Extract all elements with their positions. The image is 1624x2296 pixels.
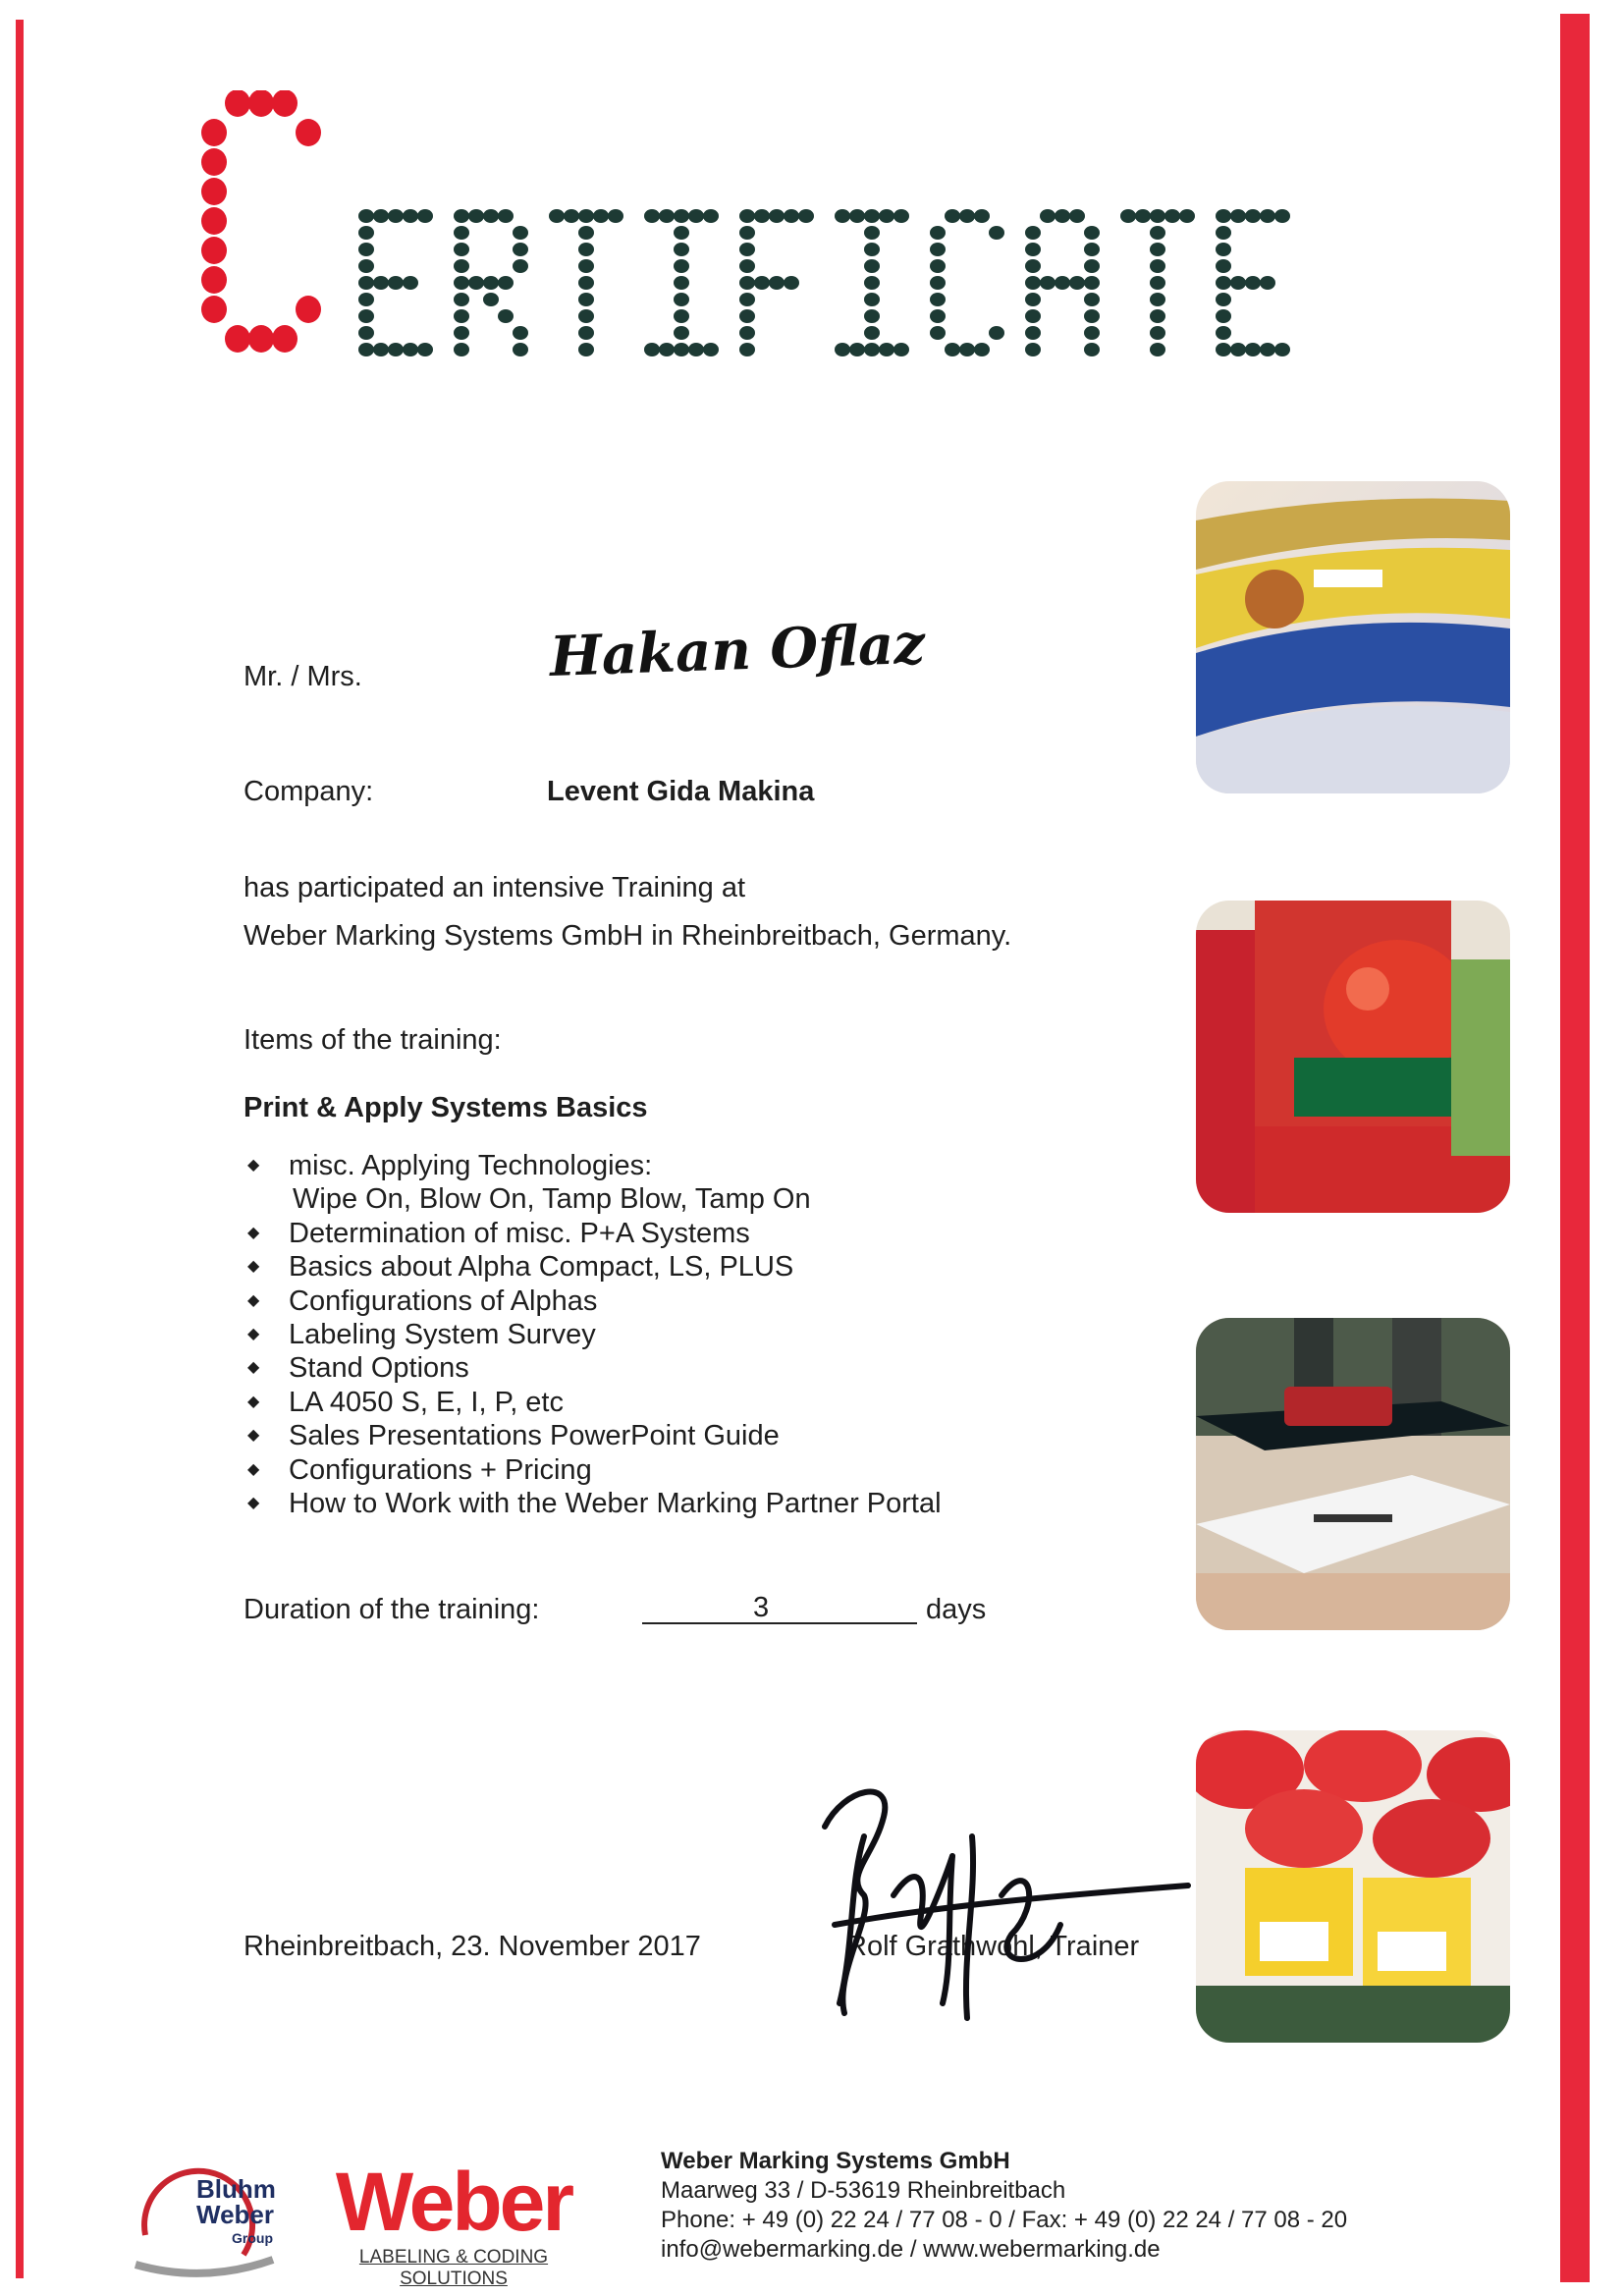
- title-dot: [1216, 309, 1231, 323]
- title-dot: [1150, 326, 1165, 340]
- title-dot: [468, 209, 484, 223]
- title-dot: [1274, 209, 1290, 223]
- title-dot: [272, 325, 298, 353]
- title-dot: [1216, 293, 1231, 306]
- title-dot: [468, 276, 484, 290]
- bullet-icon: ◆: [247, 1393, 260, 1410]
- bullet-icon: ◆: [247, 1224, 260, 1241]
- title-dot: [388, 276, 404, 290]
- title-dot: [959, 209, 975, 223]
- list-item: ◆ Labeling System Survey: [247, 1319, 596, 1351]
- title-dot: [835, 343, 850, 356]
- duration-unit: days: [926, 1594, 987, 1625]
- title-dot: [1084, 243, 1100, 256]
- title-dot: [1216, 243, 1231, 256]
- title-dot: [1025, 309, 1041, 323]
- title-dot: [498, 209, 514, 223]
- title-dot: [358, 259, 374, 273]
- title-dot: [513, 226, 528, 240]
- title-dot: [835, 209, 850, 223]
- title-dot: [864, 293, 880, 306]
- title-dot: [739, 226, 755, 240]
- photo-tomato-trays: [1196, 1730, 1510, 2043]
- title-dot: [1230, 276, 1246, 290]
- title-dot: [674, 326, 689, 340]
- photo-printer-labels: [1196, 1318, 1510, 1630]
- title-dot: [1040, 276, 1056, 290]
- title-dot: [1150, 276, 1165, 290]
- title-dot: [454, 293, 469, 306]
- title-dot: [388, 209, 404, 223]
- title-dot: [578, 226, 594, 240]
- weber-logo-text: Weber: [335, 2156, 572, 2248]
- title-dot: [248, 325, 274, 353]
- list-item: ◆ Stand Options: [247, 1352, 469, 1385]
- title-dot: [739, 209, 755, 223]
- duration-label: Duration of the training:: [244, 1594, 540, 1625]
- title-dot: [849, 209, 865, 223]
- title-dot: [1245, 276, 1261, 290]
- title-dot: [578, 309, 594, 323]
- title-dot: [358, 226, 374, 240]
- list-item: ◆ misc. Applying Technologies: Wipe On, Blow On, Tamp Blow, Tamp On: [244, 1149, 942, 1217]
- title-dot: [358, 326, 374, 340]
- trainer-name: Rolf Grathwohl, Trainer: [846, 1931, 1140, 1962]
- title-dot: [864, 343, 880, 356]
- title-dot: [1084, 226, 1100, 240]
- title-dot: [739, 309, 755, 323]
- list-item: ◆ Basics about Alpha Compact, LS, PLUS: [247, 1251, 794, 1284]
- title-dot: [879, 343, 894, 356]
- title-dot: [703, 209, 719, 223]
- title-dot: [358, 209, 374, 223]
- title-dot: [864, 209, 880, 223]
- title-dot: [849, 343, 865, 356]
- title-dot: [1069, 209, 1085, 223]
- title-dot: [1055, 209, 1070, 223]
- title-dot: [688, 209, 704, 223]
- title-dot: [373, 276, 389, 290]
- weber-logo-tagline: LABELING & CODING SOLUTIONS: [358, 2247, 549, 2289]
- group-text: Group: [232, 2230, 273, 2246]
- title-dot: [296, 119, 321, 146]
- company-name: Levent Gida Makina: [547, 776, 815, 807]
- title-dot: [483, 293, 499, 306]
- title-dot: [1040, 209, 1056, 223]
- title-dot: [578, 343, 594, 356]
- title-dot: [513, 243, 528, 256]
- title-dot: [674, 243, 689, 256]
- right-border: [1560, 14, 1590, 2282]
- training-items-list: [244, 1149, 942, 1520]
- title-dot: [945, 209, 960, 223]
- title-dot: [417, 343, 433, 356]
- title-dot: [1230, 343, 1246, 356]
- title-dot: [864, 326, 880, 340]
- title-dot: [1120, 209, 1136, 223]
- title-dot: [225, 90, 250, 117]
- title-dot: [989, 226, 1004, 240]
- bullet-icon: ◆: [247, 1326, 260, 1343]
- title-dot: [417, 209, 433, 223]
- title-dot: [739, 243, 755, 256]
- title-dot: [1245, 209, 1261, 223]
- title-dot: [454, 309, 469, 323]
- title-dot: [769, 209, 785, 223]
- bullet-icon: ◆: [247, 1359, 260, 1377]
- bluhm-text: Bluhm: [196, 2174, 276, 2204]
- bullet-icon: ◆: [247, 1495, 260, 1512]
- title-dot: [1025, 343, 1041, 356]
- title-dot: [893, 209, 909, 223]
- title-dot: [1164, 209, 1180, 223]
- title-dot: [864, 243, 880, 256]
- certificate-title: [201, 90, 1438, 365]
- photo-soup-cups: [1196, 901, 1510, 1213]
- title-dot: [864, 309, 880, 323]
- title-dot: [201, 296, 227, 323]
- title-dot: [358, 293, 374, 306]
- title-dot: [454, 259, 469, 273]
- bullet-icon: ◆: [247, 1258, 260, 1276]
- title-dot: [296, 296, 321, 323]
- title-dot: [483, 209, 499, 223]
- title-dot: [358, 276, 374, 290]
- footer-company: Weber Marking Systems GmbH: [661, 2148, 1010, 2174]
- bullet-icon: ◆: [247, 1427, 260, 1445]
- title-dot: [674, 343, 689, 356]
- title-dot: [1216, 209, 1231, 223]
- title-dot: [1179, 209, 1195, 223]
- duration-value: 3: [753, 1592, 770, 1623]
- title-dot: [388, 343, 404, 356]
- title-dot: [739, 293, 755, 306]
- title-dot: [513, 326, 528, 340]
- recipient-label: Mr. / Mrs.: [244, 661, 362, 692]
- title-dot: [578, 276, 594, 290]
- company-label: Company:: [244, 776, 374, 807]
- title-dot: [1025, 226, 1041, 240]
- title-dot: [930, 276, 946, 290]
- title-dot: [674, 309, 689, 323]
- course-title: Print & Apply Systems Basics: [244, 1092, 648, 1123]
- title-dot: [1260, 276, 1275, 290]
- title-dot: [1150, 259, 1165, 273]
- title-dot: [578, 259, 594, 273]
- title-dot: [703, 343, 719, 356]
- footer-web: info@webermarking.de / www.webermarking.de: [661, 2236, 1161, 2263]
- list-item: ◆ Sales Presentations PowerPoint Guide: [247, 1420, 780, 1452]
- title-dot: [1025, 276, 1041, 290]
- title-dot: [930, 293, 946, 306]
- title-dot: [454, 276, 469, 290]
- title-dot: [403, 209, 418, 223]
- footer-phone: Phone: + 49 (0) 22 24 / 77 08 - 0 / Fax: + 49 (0) 22 24 / 77 08 - 20: [661, 2207, 1348, 2233]
- list-item: ◆ Configurations + Pricing: [247, 1453, 592, 1486]
- title-dot: [225, 325, 250, 353]
- title-dot: [644, 209, 660, 223]
- title-dot: [879, 209, 894, 223]
- title-dot: [248, 90, 274, 117]
- weber-text: Weber: [196, 2200, 274, 2229]
- title-dot: [1069, 276, 1085, 290]
- bullet-icon: ◆: [247, 1157, 260, 1174]
- title-dot: [1025, 293, 1041, 306]
- title-dot: [1216, 276, 1231, 290]
- title-dot: [864, 259, 880, 273]
- place-date: Rheinbreitbach, 23. November 2017: [244, 1931, 701, 1962]
- title-dot: [578, 243, 594, 256]
- bluhm-weber-group-logo: [126, 2157, 283, 2284]
- title-dot: [498, 276, 514, 290]
- title-dot: [1216, 343, 1231, 356]
- list-item: ◆ Configurations of Alphas: [247, 1285, 598, 1317]
- title-dot: [358, 309, 374, 323]
- photo-label-rolls: [1196, 481, 1510, 793]
- title-dot: [930, 243, 946, 256]
- title-dot: [945, 343, 960, 356]
- title-dot: [1025, 243, 1041, 256]
- title-dot: [454, 209, 469, 223]
- title-dot: [498, 309, 514, 323]
- title-dot: [201, 148, 227, 176]
- title-dot: [1150, 226, 1165, 240]
- title-dot: [754, 209, 770, 223]
- title-dot: [644, 343, 660, 356]
- title-dot: [784, 276, 799, 290]
- title-dot: [1245, 343, 1261, 356]
- title-dot: [989, 326, 1004, 340]
- title-dot: [403, 276, 418, 290]
- list-item: ◆ LA 4050 S, E, I, P, etc: [247, 1386, 564, 1418]
- title-dot: [930, 326, 946, 340]
- title-dot: [688, 343, 704, 356]
- title-dot: [1084, 309, 1100, 323]
- title-dot: [513, 259, 528, 273]
- title-dot: [1230, 209, 1246, 223]
- title-dot: [930, 226, 946, 240]
- title-dot: [974, 209, 990, 223]
- title-dot: [454, 243, 469, 256]
- title-dot: [798, 209, 814, 223]
- title-dot: [754, 276, 770, 290]
- title-dot: [201, 266, 227, 294]
- title-dot: [1150, 293, 1165, 306]
- duration-underline: [642, 1622, 917, 1624]
- title-dot: [578, 209, 594, 223]
- title-dot: [513, 343, 528, 356]
- recipient-name: Hakan Oflaz: [548, 611, 926, 689]
- weber-logo: [316, 2156, 591, 2290]
- title-dot: [739, 326, 755, 340]
- bullet-icon: ◆: [247, 1291, 260, 1309]
- footer-street: Maarweg 33 / D-53619 Rheinbreitbach: [661, 2177, 1066, 2204]
- title-dot: [930, 309, 946, 323]
- title-dot: [1150, 309, 1165, 323]
- title-dot: [373, 209, 389, 223]
- title-dot-letters: [201, 90, 1438, 365]
- title-dot: [659, 209, 675, 223]
- title-dot: [784, 209, 799, 223]
- title-dot: [1084, 259, 1100, 273]
- title-dot: [578, 326, 594, 340]
- title-dot: [593, 209, 609, 223]
- intro-line-2: Weber Marking Systems GmbH in Rheinbreitbach, Germany.: [244, 920, 1012, 952]
- title-dot: [893, 343, 909, 356]
- title-dot: [608, 209, 623, 223]
- title-dot: [201, 119, 227, 146]
- title-dot: [373, 343, 389, 356]
- title-dot: [930, 259, 946, 273]
- title-dot: [454, 226, 469, 240]
- items-label: Items of the training:: [244, 1024, 502, 1056]
- title-dot: [201, 178, 227, 205]
- title-dot: [201, 207, 227, 235]
- title-dot: [769, 276, 785, 290]
- title-dot: [1150, 343, 1165, 356]
- title-dot: [564, 209, 579, 223]
- title-dot: [739, 343, 755, 356]
- title-dot: [739, 259, 755, 273]
- title-dot: [454, 326, 469, 340]
- title-dot: [272, 90, 298, 117]
- title-dot: [674, 226, 689, 240]
- title-dot: [674, 209, 689, 223]
- list-item: ◆ How to Work with the Weber Marking Partner Portal: [247, 1488, 942, 1520]
- title-dot: [1055, 276, 1070, 290]
- title-dot: [1084, 293, 1100, 306]
- title-dot: [403, 343, 418, 356]
- title-dot: [959, 343, 975, 356]
- left-border: [16, 20, 24, 2278]
- list-item-sub: Wipe On, Blow On, Tamp Blow, Tamp On: [293, 1183, 811, 1216]
- title-dot: [739, 276, 755, 290]
- footer-address: [661, 2147, 1347, 2265]
- trainer-signature: [805, 1777, 1198, 2033]
- intro-line-1: has participated an intensive Training at: [244, 872, 746, 903]
- title-dot: [1150, 243, 1165, 256]
- title-dot: [864, 226, 880, 240]
- title-dot: [483, 276, 499, 290]
- title-dot: [1084, 326, 1100, 340]
- title-dot: [1084, 276, 1100, 290]
- title-dot: [674, 293, 689, 306]
- title-dot: [578, 293, 594, 306]
- title-dot: [674, 276, 689, 290]
- title-dot: [1216, 326, 1231, 340]
- title-dot: [201, 237, 227, 264]
- title-dot: [1025, 326, 1041, 340]
- title-dot: [1260, 209, 1275, 223]
- title-dot: [1216, 259, 1231, 273]
- title-dot: [674, 259, 689, 273]
- title-dot: [1216, 226, 1231, 240]
- title-dot: [454, 343, 469, 356]
- title-dot: [358, 343, 374, 356]
- list-item: ◆ Determination of misc. P+A Systems: [247, 1217, 750, 1249]
- title-dot: [1274, 343, 1290, 356]
- title-dot: [1260, 343, 1275, 356]
- bullet-icon: ◆: [247, 1460, 260, 1478]
- title-dot: [1135, 209, 1151, 223]
- title-dot: [1084, 343, 1100, 356]
- title-dot: [659, 343, 675, 356]
- title-dot: [358, 243, 374, 256]
- title-dot: [864, 276, 880, 290]
- title-dot: [1150, 209, 1165, 223]
- title-dot: [549, 209, 565, 223]
- title-dot: [974, 343, 990, 356]
- title-dot: [1025, 259, 1041, 273]
